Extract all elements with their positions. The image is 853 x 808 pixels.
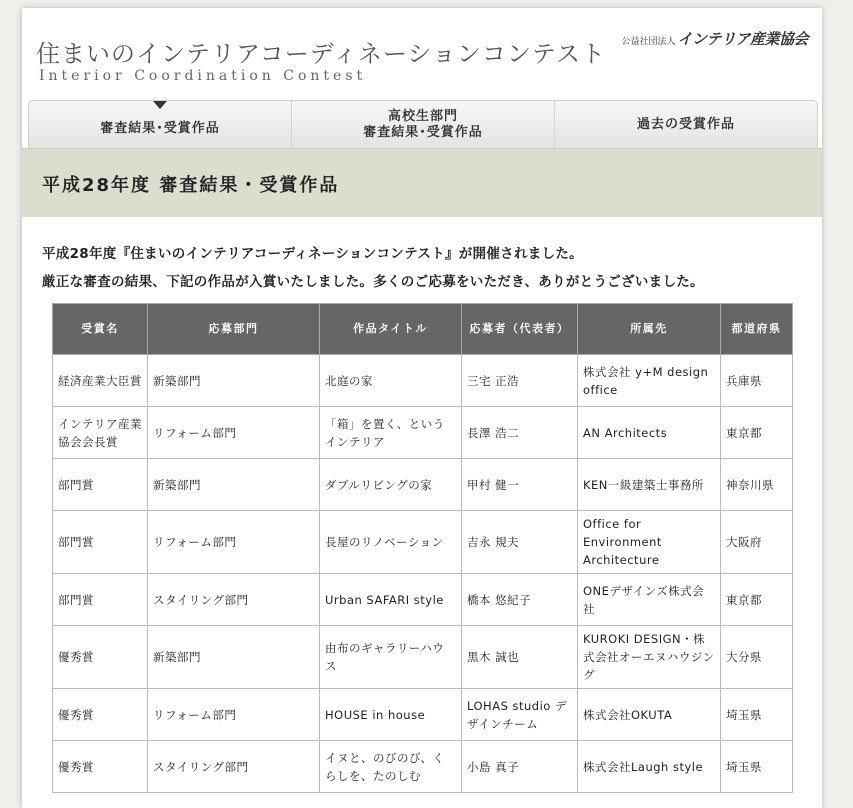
table-row: [53, 407, 793, 459]
results-table: [52, 303, 793, 793]
work-title-cell: ダブルリビングの家: [320, 459, 462, 511]
category-cell: リフォーム部門: [148, 407, 320, 459]
applicant-cell: 甲村 健一: [462, 459, 578, 511]
table-row: [53, 689, 793, 741]
work-title-cell: 「箱」を置く、というインテリア: [320, 407, 462, 459]
site-subtitle: Interior Coordination Contest: [39, 68, 367, 84]
prefecture-cell: 東京都: [721, 407, 793, 459]
nav-item-results[interactable]: [29, 101, 291, 149]
prefecture-cell: 東京都: [721, 574, 793, 626]
applicant-cell: 吉永 規夫: [462, 511, 578, 574]
applicant-cell: 長澤 浩二: [462, 407, 578, 459]
table-row: [53, 355, 793, 407]
prefecture-cell: 兵庫県: [721, 355, 793, 407]
category-cell: リフォーム部門: [148, 689, 320, 741]
applicant-cell: 三宅 正浩: [462, 355, 578, 407]
table-row: [53, 574, 793, 626]
column-header: 応募者（代表者）: [462, 304, 578, 355]
intro-text: [42, 240, 812, 296]
column-header: 応募部門: [148, 304, 320, 355]
table-row: [53, 626, 793, 689]
table-row: [53, 741, 793, 793]
applicant-cell: LOHAS studio デザインチーム: [462, 689, 578, 741]
main-nav: [28, 100, 818, 149]
affiliation-cell: 株式会社 y+M design office: [578, 355, 721, 407]
affiliation-cell: 株式会社OKUTA: [578, 689, 721, 741]
work-title-cell: 北庭の家: [320, 355, 462, 407]
award-cell: 経済産業大臣賞: [53, 355, 148, 407]
nav-item-past-winners[interactable]: [554, 101, 817, 149]
category-cell: 新築部門: [148, 355, 320, 407]
award-cell: 部門賞: [53, 459, 148, 511]
award-cell: 優秀賞: [53, 626, 148, 689]
table-header-row: [53, 304, 793, 355]
award-cell: 優秀賞: [53, 689, 148, 741]
column-header: 受賞名: [53, 304, 148, 355]
category-cell: スタイリング部門: [148, 741, 320, 793]
nav-item-highschool-results[interactable]: [291, 101, 554, 149]
site-header: [22, 8, 822, 100]
nav-label: 高校生部門 審査結果･受賞作品: [363, 109, 483, 140]
active-indicator-icon: [153, 101, 167, 109]
nav-label: 過去の受賞作品: [636, 117, 735, 132]
org-logo[interactable]: [621, 28, 808, 49]
affiliation-cell: KEN一級建築士事務所: [578, 459, 721, 511]
intro-line-1: 平成28年度『住まいのインテリアコーディネーションコンテスト』が開催されました。: [42, 246, 583, 262]
affiliation-cell: ONEデザインズ株式会社: [578, 574, 721, 626]
category-cell: スタイリング部門: [148, 574, 320, 626]
org-prefix: 公益社団法人: [621, 37, 676, 47]
award-cell: 部門賞: [53, 574, 148, 626]
award-cell: 部門賞: [53, 511, 148, 574]
work-title-cell: Urban SAFARI style: [320, 574, 462, 626]
award-cell: 優秀賞: [53, 741, 148, 793]
applicant-cell: 小島 真子: [462, 741, 578, 793]
prefecture-cell: 大阪府: [721, 511, 793, 574]
prefecture-cell: 神奈川県: [721, 459, 793, 511]
work-title-cell: HOUSE in house: [320, 689, 462, 741]
prefecture-cell: 埼玉県: [721, 741, 793, 793]
work-title-cell: イヌと、のびのび、くらしを、たのしむ: [320, 741, 462, 793]
category-cell: 新築部門: [148, 626, 320, 689]
page-banner: [22, 148, 822, 217]
intro-line-2: 厳正な審査の結果、下記の作品が入賞いたしました。多くのご応募をいただき、ありがとうございました。: [42, 274, 704, 290]
work-title-cell: 由布のギャラリーハウス: [320, 626, 462, 689]
applicant-cell: 黒木 誠也: [462, 626, 578, 689]
table-row: [53, 511, 793, 574]
nav-label: 審査結果･受賞作品: [100, 121, 220, 136]
award-cell: インテリア産業協会会長賞: [53, 407, 148, 459]
work-title-cell: 長屋のリノベーション: [320, 511, 462, 574]
affiliation-cell: KUROKI DESIGN・株式会社オーエヌハウジング: [578, 626, 721, 689]
prefecture-cell: 大分県: [721, 626, 793, 689]
affiliation-cell: 株式会社Laugh style: [578, 741, 721, 793]
affiliation-cell: AN Architects: [578, 407, 721, 459]
column-header: 都道府県: [721, 304, 793, 355]
column-header: 作品タイトル: [320, 304, 462, 355]
org-name: インテリア産業協会: [677, 30, 808, 48]
prefecture-cell: 埼玉県: [721, 689, 793, 741]
affiliation-cell: Office for Environment Architecture: [578, 511, 721, 574]
page-container: [22, 8, 822, 808]
category-cell: 新築部門: [148, 459, 320, 511]
applicant-cell: 橋本 悠紀子: [462, 574, 578, 626]
page-heading: 平成28年度 審査結果・受賞作品: [42, 175, 340, 196]
site-title[interactable]: 住まいのインテリアコーディネーションコンテスト: [36, 40, 606, 68]
table-row: [53, 459, 793, 511]
category-cell: リフォーム部門: [148, 511, 320, 574]
column-header: 所属先: [578, 304, 721, 355]
